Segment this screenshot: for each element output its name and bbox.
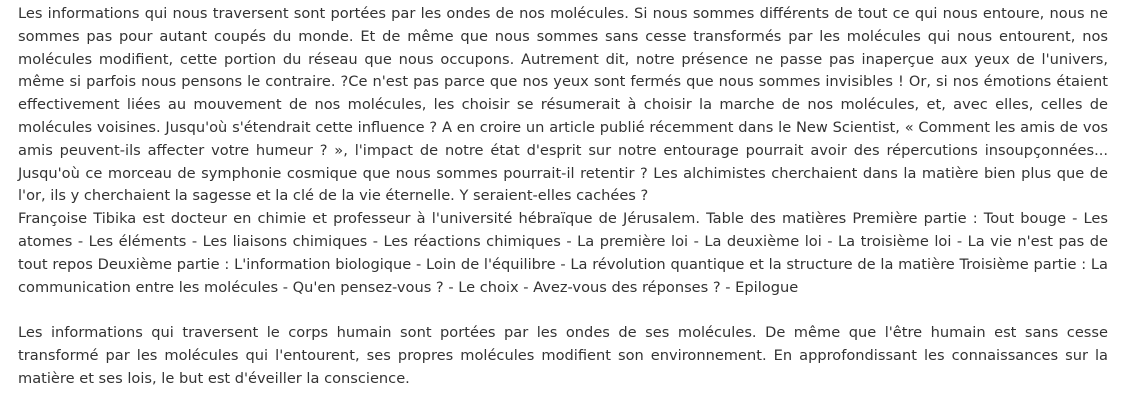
book-description: [18, 3, 1108, 391]
description-paragraph-2: Françoise Tibika est docteur en chimie et professeur à l'université hébraïque de Jérusalem. Table des matières Première partie : Tout bouge - Les atomes - Les éléments - Les liaisons chimiques - Les réactions chimiques - La première loi - La deuxième loi - La troisième loi - La vie n'est pas de tout repos Deuxième partie : L'information biologique - Loin de l'équilibre - La révolution quantique et la structure de la matière Troisième partie : La communication entre les molécules - Qu'en pensez-vous ? - Le choix - Avez-vous des réponses ? - Epilogue: [18, 210, 1108, 296]
description-paragraph-1: Les informations qui nous traversent sont portées par les ondes de nos molécules. Si nous sommes différents de tout ce qui nous entoure, nous ne sommes pas pour autant coupés du monde. Et de même que nous sommes sans cesse transformés par les molécules qui nous entourent, nos molécules modifient, cette portion du réseau que nous occupons. Autrement dit, notre présence ne passe pas inaperçue aux yeux de l'univers, même si parfois nous pensons le contraire. ?Ce n'est pas parce que nos yeux sont fermés que nous sommes invisibles ! Or, si nos émotions étaient effectivement liées au mouvement de nos molécules, les choisir se résumerait à choisir la marche de nos molécules, et, avec elles, celles de molécules voisines. Jusqu'où s'étendrait cette influence ? A en croire un article publié récemment dans le New Scientist, « Comment les amis de vos amis peuvent-ils affecter votre humeur ? », l'impact de notre état d'esprit sur notre entourage pourrait avoir des répercutions insoupçonnées... Jusqu'où ce morceau de symphonie cosmique que nous sommes pourrait-il retentir ? Les alchimistes cherchaient dans la matière bien plus que de l'or, ils y cherchaient la sagesse et la clé de la vie éternelle. Y seraient-elles cachées ?: [18, 5, 1108, 205]
description-paragraph-3: Les informations qui traversent le corps humain sont portées par les ondes de ses molécules. De même que l'être humain est sans cesse transformé par les molécules qui l'entourent, ses propres molécules modifient son environnement. En approfondissant les connaissances sur la matière et ses lois, le but est d'éveiller la conscience.: [18, 324, 1108, 387]
